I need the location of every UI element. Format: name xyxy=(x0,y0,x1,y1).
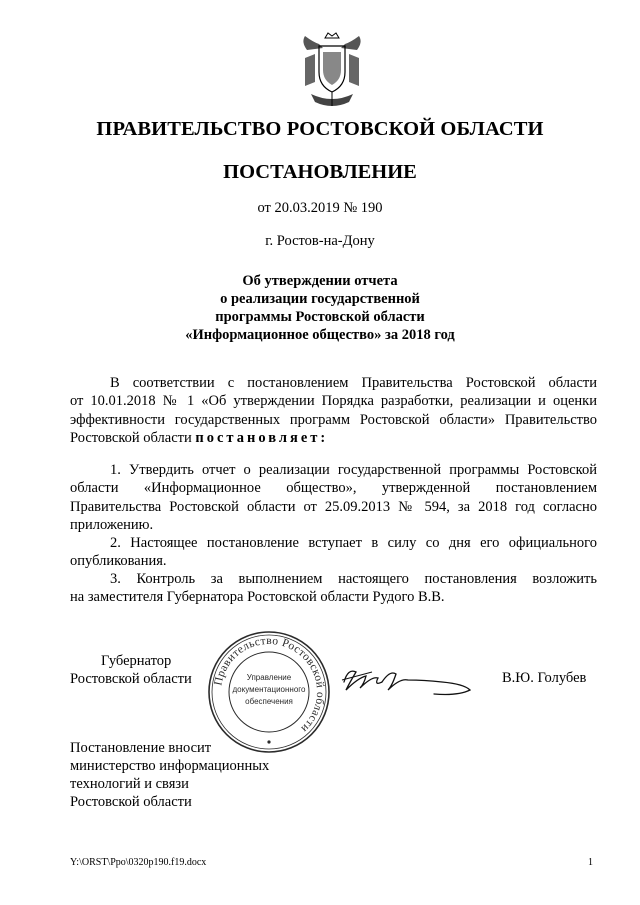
decree-item-2 xyxy=(70,534,597,571)
governor-title xyxy=(70,652,192,688)
government-title: ПРАВИТЕЛЬСТВО РОСТОВСКОЙ ОБЛАСТИ xyxy=(96,118,544,140)
decree-item-1 xyxy=(70,461,597,534)
document-city: г. Ростов-на-Дону xyxy=(265,233,375,249)
introduced-line: Постановление вносит xyxy=(70,740,212,756)
decree-word: постановляет: xyxy=(195,429,329,446)
paragraph-line: от 10.01.2018 № 1 «Об утверждении Порядка разработки, реализации и оценки xyxy=(70,393,597,410)
paragraph-line: 1. Утвердить отчет о реализации государственной программы Ростовской xyxy=(110,462,597,478)
paragraph-line: В соответствии с постановлением Правительства Ростовской области xyxy=(110,375,597,391)
page-number: 1 xyxy=(588,857,593,868)
coat-of-arms-icon xyxy=(297,32,367,112)
governor-title-line: Ростовской области xyxy=(70,671,192,687)
paragraph-line: эффективности государственных программ Ростовской области» Правительство xyxy=(70,411,597,428)
document-subject xyxy=(0,272,640,344)
decree-item-3 xyxy=(70,570,597,607)
paragraph-line: на заместителя Губернатора Ростовской области Рудого В.В. xyxy=(70,589,445,606)
paragraph-line: области «Информационное общество», утвержденной постановлением xyxy=(70,480,597,497)
introduced-by xyxy=(70,739,269,811)
subject-line: о реализации государственной xyxy=(220,291,420,307)
paragraph-line: опубликования. xyxy=(70,553,167,570)
paragraph-line: приложению. xyxy=(70,516,154,533)
introduced-line: Ростовской области xyxy=(70,794,192,810)
official-stamp-icon xyxy=(205,630,333,754)
stamp-inner-line: обеспечения xyxy=(245,697,293,706)
intro-last-prefix: Ростовской области xyxy=(70,429,192,446)
governor-name: В.Ю. Голубев xyxy=(502,670,587,686)
introduced-line: министерство информационных xyxy=(70,758,270,774)
document-type: ПОСТАНОВЛЕНИЕ xyxy=(223,161,417,183)
subject-line: «Информационное общество» за 2018 год xyxy=(185,327,455,343)
document-date-number: от 20.03.2019 № 190 xyxy=(257,200,383,216)
stamp-inner-line: Управление xyxy=(246,673,292,682)
paragraph-line xyxy=(70,429,597,447)
introduced-line: технологий и связи xyxy=(70,776,189,792)
paragraph-line: 2. Настоящее постановление вступает в силу со дня его официального xyxy=(110,535,597,551)
governor-title-line: Губернатор xyxy=(101,653,172,669)
paragraph-line: 3. Контроль за выполнением настоящего постановления возложить xyxy=(110,571,597,587)
stamp-inner-line: документационного xyxy=(232,685,306,694)
paragraph-line: Правительства Ростовской области от 25.09.2013 № 594, за 2018 год согласно xyxy=(70,498,597,515)
intro-paragraph xyxy=(70,374,597,447)
subject-line: программы Ростовской области xyxy=(215,309,425,325)
signature-icon xyxy=(338,660,478,700)
file-path: Y:\ORST\Ppo\0320p190.f19.docx xyxy=(70,857,207,868)
subject-line: Об утверждении отчета xyxy=(242,273,398,289)
svg-text:Правительство Ростовской облас: Правительство Ростовской области xyxy=(212,634,327,735)
